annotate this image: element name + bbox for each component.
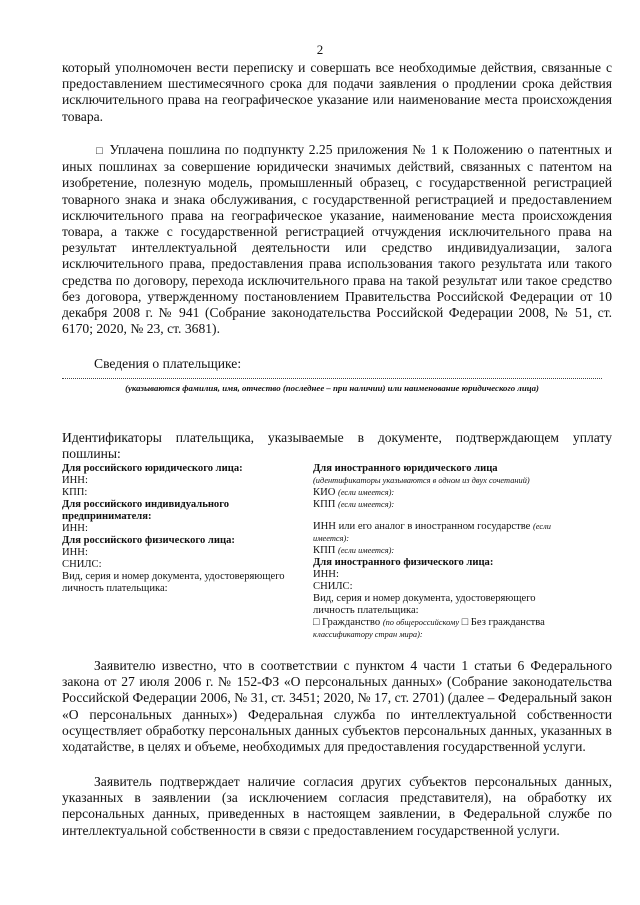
fee-line: на изобретение, полезную модель, промышленный образец, с государственной [62, 159, 612, 191]
foreign-person-snils-field[interactable]: СНИЛС: [313, 581, 353, 592]
consent-line: указанных в заявлении (за исключением согласия представителя), на обработку [62, 790, 587, 806]
consent-line: по интеллектуальной собственности осуществляет обработку персональных данных [62, 706, 612, 738]
citizenship-label: Гражданство [322, 617, 381, 628]
foreign-legal-note: (идентификаторы указываются в одном из двух сочетаний) [313, 476, 530, 485]
foreign-kpp-field[interactable] [313, 499, 603, 511]
fee-line: Правительства Российской Федерации от 10 декабря 2008 г. № 941 (Собрание [62, 288, 612, 321]
foreign-kpp-note: (если имеется): [338, 500, 395, 509]
foreign-legal-heading: Для иностранного юридического лица [313, 463, 498, 474]
identifiers-title: Идентификаторы плательщика, указываемые в документе, подтверждающем уплату [62, 430, 612, 445]
kio-note: (если имеется): [338, 488, 395, 497]
no-citizenship-label: Без гражданства [470, 617, 545, 628]
consent-line: необходимых для предоставления государственной услуги. [242, 739, 586, 755]
fee-line: законодательства Российской Федерации 2008, № 51, ст. 6170; 2020, № 23, ст. 3681). [62, 305, 612, 337]
identifiers-left-column [62, 463, 302, 595]
consent-paragraph-1 [62, 658, 612, 755]
fee-line: на такой результат или такое средство без договора, утвержденному постановлением [62, 272, 612, 304]
classifier-note: классификатору стран мира): [313, 630, 423, 639]
fee-line: регистрацией товарного знака и знака обслуживания, с государственной регистрацией [62, 175, 612, 207]
page-number: 2 [316, 42, 324, 57]
ru-ie-heading: Для российского индивидуального [62, 499, 230, 510]
fee-paragraph [62, 142, 612, 337]
inn-analog-note-cont: имеется): [313, 534, 350, 543]
kio-label: КИО [313, 487, 336, 498]
consent-line: (далее – Федеральный закон «О персональных данных») Федеральная служба [62, 690, 612, 722]
consent-line: по интеллектуальной собственности в связи с предоставлением государственной услуги. [62, 806, 612, 838]
intro-line: который уполномочен вести переписку и совершать все необходимые действия, связанные [62, 60, 602, 75]
fee-line: и иных пошлинах за совершение юридически значимых действий, связанных с патентом [62, 142, 613, 175]
payer-input-line[interactable] [62, 378, 602, 379]
ru-person-inn-field[interactable]: ИНН: [62, 547, 88, 558]
ru-person-doc-label: Вид, серия и номер документа, удостоверяющего [62, 571, 285, 582]
inn-analog-label: ИНН или его аналог в иностранном государстве [313, 521, 531, 532]
ru-person-doc-label-cont[interactable]: личность плательщика: [62, 583, 168, 594]
ru-legal-inn-field[interactable]: ИНН: [62, 475, 88, 486]
fee-line: и предоставлением исключительного права на географическое указание, наименование [62, 191, 612, 223]
citizenship-checkbox[interactable]: □ [313, 617, 320, 628]
foreign-person-doc-label-cont[interactable]: личность плательщика: [313, 605, 419, 616]
identifiers-title-tail: пошлины: [62, 446, 121, 461]
foreign-kpp-label: КПП [313, 499, 336, 510]
consent-line: субъектов персональных данных, указанных в ходатайстве, в целях и объеме, [62, 722, 612, 755]
foreign-kpp2-field[interactable] [313, 545, 603, 557]
ru-legal-kpp-field[interactable]: КПП: [62, 487, 88, 498]
foreign-kpp2-label: КПП [313, 545, 336, 556]
fee-line: места происхождения товара, а также с государственной регистрацией отчуждения [62, 207, 612, 240]
intro-line: действия исключительного права на географическое указание или наименование места [62, 76, 612, 108]
identifiers-right-column [313, 463, 603, 641]
ru-person-snils-field[interactable]: СНИЛС: [62, 559, 102, 570]
kio-field[interactable] [313, 487, 603, 499]
inn-analog-note: (если [533, 522, 551, 531]
ru-ie-inn-field[interactable]: ИНН: [62, 523, 88, 534]
foreign-person-heading: Для иностранного физического лица: [313, 557, 494, 568]
citizenship-note: (по общероссийскому [382, 618, 460, 627]
inn-analog-field[interactable] [313, 521, 603, 533]
fee-line: такого результата или такого средства по договору, перехода исключительного права [62, 256, 612, 288]
fee-checkbox[interactable]: □ [96, 145, 103, 157]
ru-legal-heading: Для российского юридического лица: [62, 463, 243, 474]
consent-line: их персональных данных, приведенных в настоящем заявлении, в Федеральной службе [62, 790, 612, 822]
fee-line: индивидуализации, залога исключительного права, предоставления права использования [62, 240, 612, 272]
citizenship-row [313, 617, 603, 629]
ru-person-heading: Для российского физического лица: [62, 535, 235, 546]
consent-line: закона от 27 июля 2006 г. № 152-ФЗ «О персональных данных» (Собрание [62, 674, 508, 690]
payer-hint: (указываются фамилия, имя, отчество (последнее – при наличии) или наименование юридического лица) [125, 383, 539, 393]
consent-line: Заявитель подтверждает наличие согласия других субъектов персональных данных, [94, 774, 612, 789]
fee-line: Уплачена пошлина по подпункту 2.25 приложения № 1 к Положению о патентных [109, 142, 601, 157]
ru-ie-heading-cont: предпринимателя: [62, 511, 152, 522]
consent-line: Заявителю известно, что в соответствии с пунктом 4 части 1 статьи 6 Федерального [94, 658, 612, 673]
fee-line: исключительного права на результат интеллектуальной деятельности или средство [62, 224, 612, 256]
payer-label: Сведения о плательщике: [94, 356, 242, 371]
consent-paragraph-2 [62, 774, 612, 839]
consent-line: законодательства Российской Федерации 2006, № 31, ст. 3451; 2020, № 17, ст. 2701) [62, 674, 612, 706]
intro-line: с предоставлением шестимесячного срока для подачи заявления о продлении срока [62, 60, 612, 92]
foreign-kpp2-note: (если имеется): [338, 546, 395, 555]
no-citizenship-checkbox[interactable]: □ [461, 617, 469, 628]
foreign-person-doc-label: Вид, серия и номер документа, удостоверяющего [313, 593, 536, 604]
foreign-person-inn-field[interactable]: ИНН: [313, 569, 339, 580]
intro-paragraph [62, 60, 612, 125]
intro-line: происхождения товара. [62, 92, 612, 124]
